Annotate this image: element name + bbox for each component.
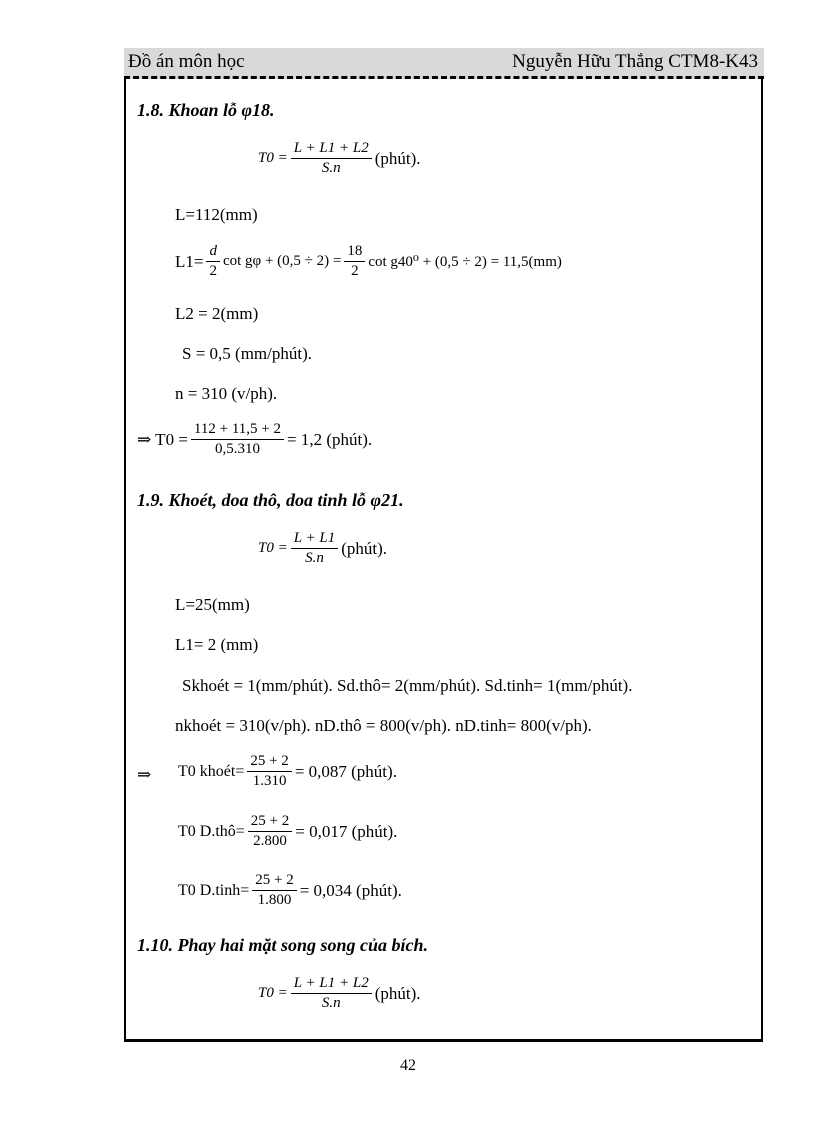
- numerator: 25 + 2: [252, 872, 296, 891]
- formula-lhs: T0 =: [258, 985, 288, 1001]
- formula-lhs: T0 khoét=: [178, 762, 245, 780]
- line-L: L=112(mm): [175, 205, 258, 224]
- result-t0-1-8: [137, 421, 372, 458]
- fraction: [344, 243, 365, 280]
- numerator: L + L1 + L2: [291, 975, 372, 994]
- line-S: S = 0,5 (mm/phút).: [182, 344, 313, 363]
- denominator: 1.800: [257, 892, 292, 908]
- heading-1-9: 1.9. Khoét, doa thô, doa tinh lỗ φ21.: [137, 490, 404, 510]
- header-left: Đồ án môn học: [128, 51, 245, 72]
- formula-lhs: ⇒ T0 =: [137, 429, 188, 449]
- formula-t0-1-10: [258, 975, 421, 1012]
- line-n: n = 310 (v/ph).: [175, 384, 278, 403]
- heading-1-8: 1.8. Khoan lỗ φ18.: [137, 100, 275, 120]
- formula-lhs: L1=: [175, 251, 204, 271]
- formula-tail: (phút).: [374, 148, 421, 168]
- page-header: [124, 48, 764, 79]
- formula-tail: = 0,034 (phút).: [299, 880, 402, 900]
- fraction: [291, 140, 372, 177]
- page-number: 42: [400, 1057, 416, 1074]
- denominator: S.n: [305, 550, 324, 566]
- formula-lhs: T0 =: [258, 150, 288, 166]
- result-t0-khoet: [178, 753, 397, 790]
- formula-tail: (phút).: [374, 983, 421, 1003]
- denominator: 0,5.310: [214, 441, 260, 457]
- fraction: [191, 421, 284, 458]
- formula-tail: = 0,017 (phút).: [295, 821, 398, 841]
- numerator: 112 + 11,5 + 2: [191, 421, 284, 440]
- fraction: [291, 975, 372, 1012]
- numerator: 25 + 2: [248, 813, 292, 832]
- numerator: 25 + 2: [247, 753, 291, 772]
- result-t0-dtinh: [178, 872, 402, 909]
- result-t0-dtho: [178, 813, 397, 850]
- denominator: 2: [209, 263, 217, 279]
- formula-t0-1-8: [258, 140, 421, 177]
- line-n-values: nkhoét = 310(v/ph). nD.thô = 800(v/ph). nD.tinh= 800(v/ph).: [175, 716, 592, 735]
- denominator: S.n: [321, 160, 341, 176]
- denominator: 1.310: [252, 773, 287, 789]
- fraction: [247, 753, 291, 790]
- header-right: Nguyễn Hữu Thắng CTM8-K43: [512, 51, 758, 72]
- formula-lhs: T0 D.tinh=: [178, 881, 250, 899]
- formula-tail: = 1,2 (phút).: [286, 429, 373, 449]
- formula-middle: cot gφ + (0,5 ÷ 2) =: [222, 253, 342, 269]
- denominator: S.n: [321, 995, 341, 1011]
- denominator: 2: [351, 263, 359, 279]
- fraction: [291, 530, 339, 567]
- formula-L1: [175, 243, 562, 280]
- formula-tail: = 0,087 (phút).: [294, 761, 397, 781]
- heading-1-10: 1.10. Phay hai mặt song song của bích.: [137, 935, 429, 955]
- numerator: L + L1: [291, 530, 339, 549]
- denominator: 2.800: [253, 833, 287, 849]
- line-L: L=25(mm): [175, 595, 250, 614]
- formula-lhs: T0 D.thô=: [178, 822, 245, 840]
- formula-t0-1-9: [258, 530, 387, 567]
- formula-tail: (phút).: [341, 538, 388, 558]
- arrow-implies: ⇒: [137, 765, 152, 784]
- formula-tail: cot g40⁰ + (0,5 ÷ 2) = 11,5(mm): [368, 254, 562, 270]
- numerator: 18: [344, 243, 365, 262]
- fraction: [248, 813, 292, 850]
- fraction: [252, 872, 296, 909]
- numerator: d: [206, 243, 220, 262]
- line-S-values: Skhoét = 1(mm/phút). Sd.thô= 2(mm/phút). Sd.tinh= 1(mm/phút).: [182, 676, 633, 695]
- line-L1: L1= 2 (mm): [175, 635, 259, 654]
- formula-lhs: T0 =: [258, 540, 288, 556]
- fraction: [206, 243, 220, 280]
- line-L2: L2 = 2(mm): [175, 304, 259, 323]
- numerator: L + L1 + L2: [291, 140, 372, 159]
